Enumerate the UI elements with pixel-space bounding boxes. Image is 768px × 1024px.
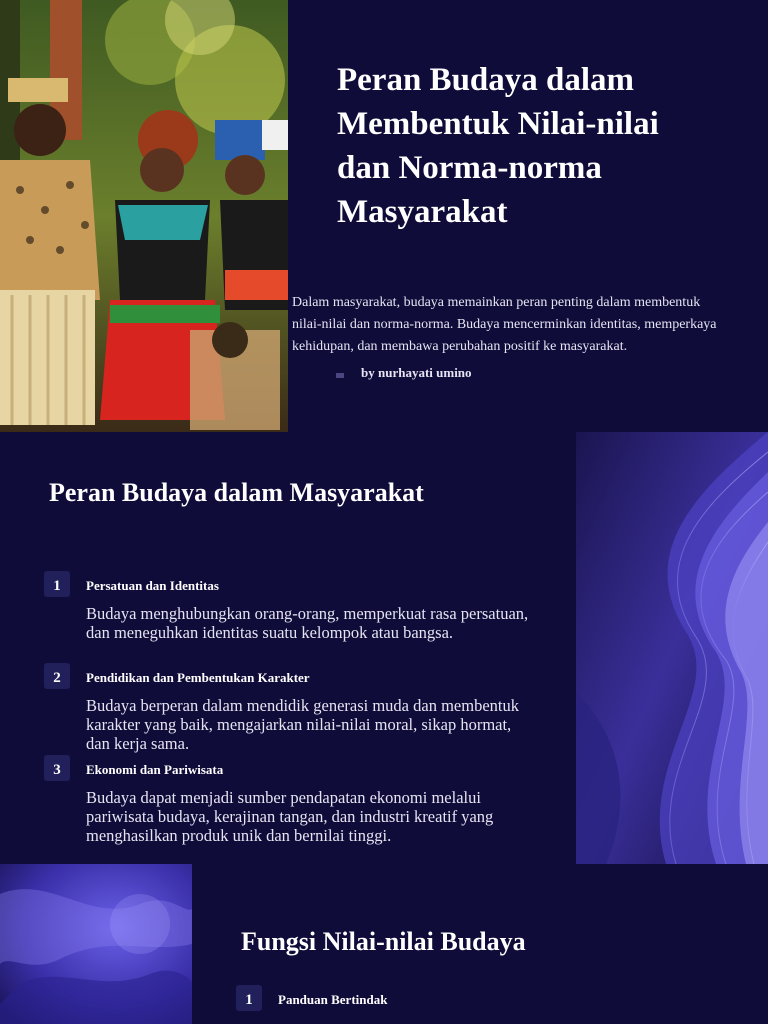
- title-slide: [0, 0, 768, 432]
- item-description: Budaya berperan dalam mendidik generasi muda dan membentuk karakter yang baik, mengajarkan nilai-nilai moral, sikap hormat, dan kerja sama.: [86, 696, 519, 753]
- item-description: Budaya dapat menjadi sumber pendapatan ekonomi melalui pariwisata budaya, kerajinan tangan, dan industri kreatif yang menghasilkan produk unik dan bernilai tinggi.: [86, 788, 494, 845]
- intro-paragraph: [292, 292, 768, 358]
- title-line: Peran Budaya dalam: [337, 62, 635, 98]
- intro-line: nilai-nilai dan norma-norma. Budaya mencerminkan identitas, memperkaya: [292, 317, 717, 332]
- item-title: Panduan Bertindak: [278, 992, 388, 1007]
- section-title: Peran Budaya dalam Masyarakat: [49, 478, 424, 507]
- author-avatar: [336, 373, 344, 378]
- title-line: Masyarakat: [337, 194, 508, 230]
- item-number-badge: 1: [236, 985, 262, 1011]
- item-title: Persatuan dan Identitas: [86, 578, 219, 593]
- item-description: Budaya menghubungkan orang-orang, memperkuat rasa persatuan, dan meneguhkan identitas suatu kelompok atau bangsa.: [86, 604, 529, 642]
- title-line: Membentuk Nilai-nilai: [337, 106, 659, 142]
- title-line: dan Norma-norma: [337, 150, 602, 186]
- abstract-wave-image: [576, 432, 768, 864]
- cultural-dancers-photo: [0, 0, 288, 432]
- abstract-smoke-image: [0, 864, 192, 1024]
- author-byline: by nurhayati umino: [361, 365, 472, 380]
- presentation-title: [337, 58, 737, 234]
- item-number-badge: 1: [44, 571, 70, 597]
- roles-slide: [0, 432, 768, 864]
- functions-slide: [0, 864, 768, 1024]
- item-number-badge: 2: [44, 663, 70, 689]
- intro-line: Dalam masyarakat, budaya memainkan peran penting dalam membentuk: [292, 295, 701, 310]
- item-title: Ekonomi dan Pariwisata: [86, 762, 224, 777]
- item-number-badge: 3: [44, 755, 70, 781]
- item-title: Pendidikan dan Pembentukan Karakter: [86, 670, 310, 685]
- section-title: Fungsi Nilai-nilai Budaya: [241, 927, 526, 956]
- intro-line: kehidupan, dan membawa perubahan positif ke masyarakat.: [292, 339, 628, 354]
